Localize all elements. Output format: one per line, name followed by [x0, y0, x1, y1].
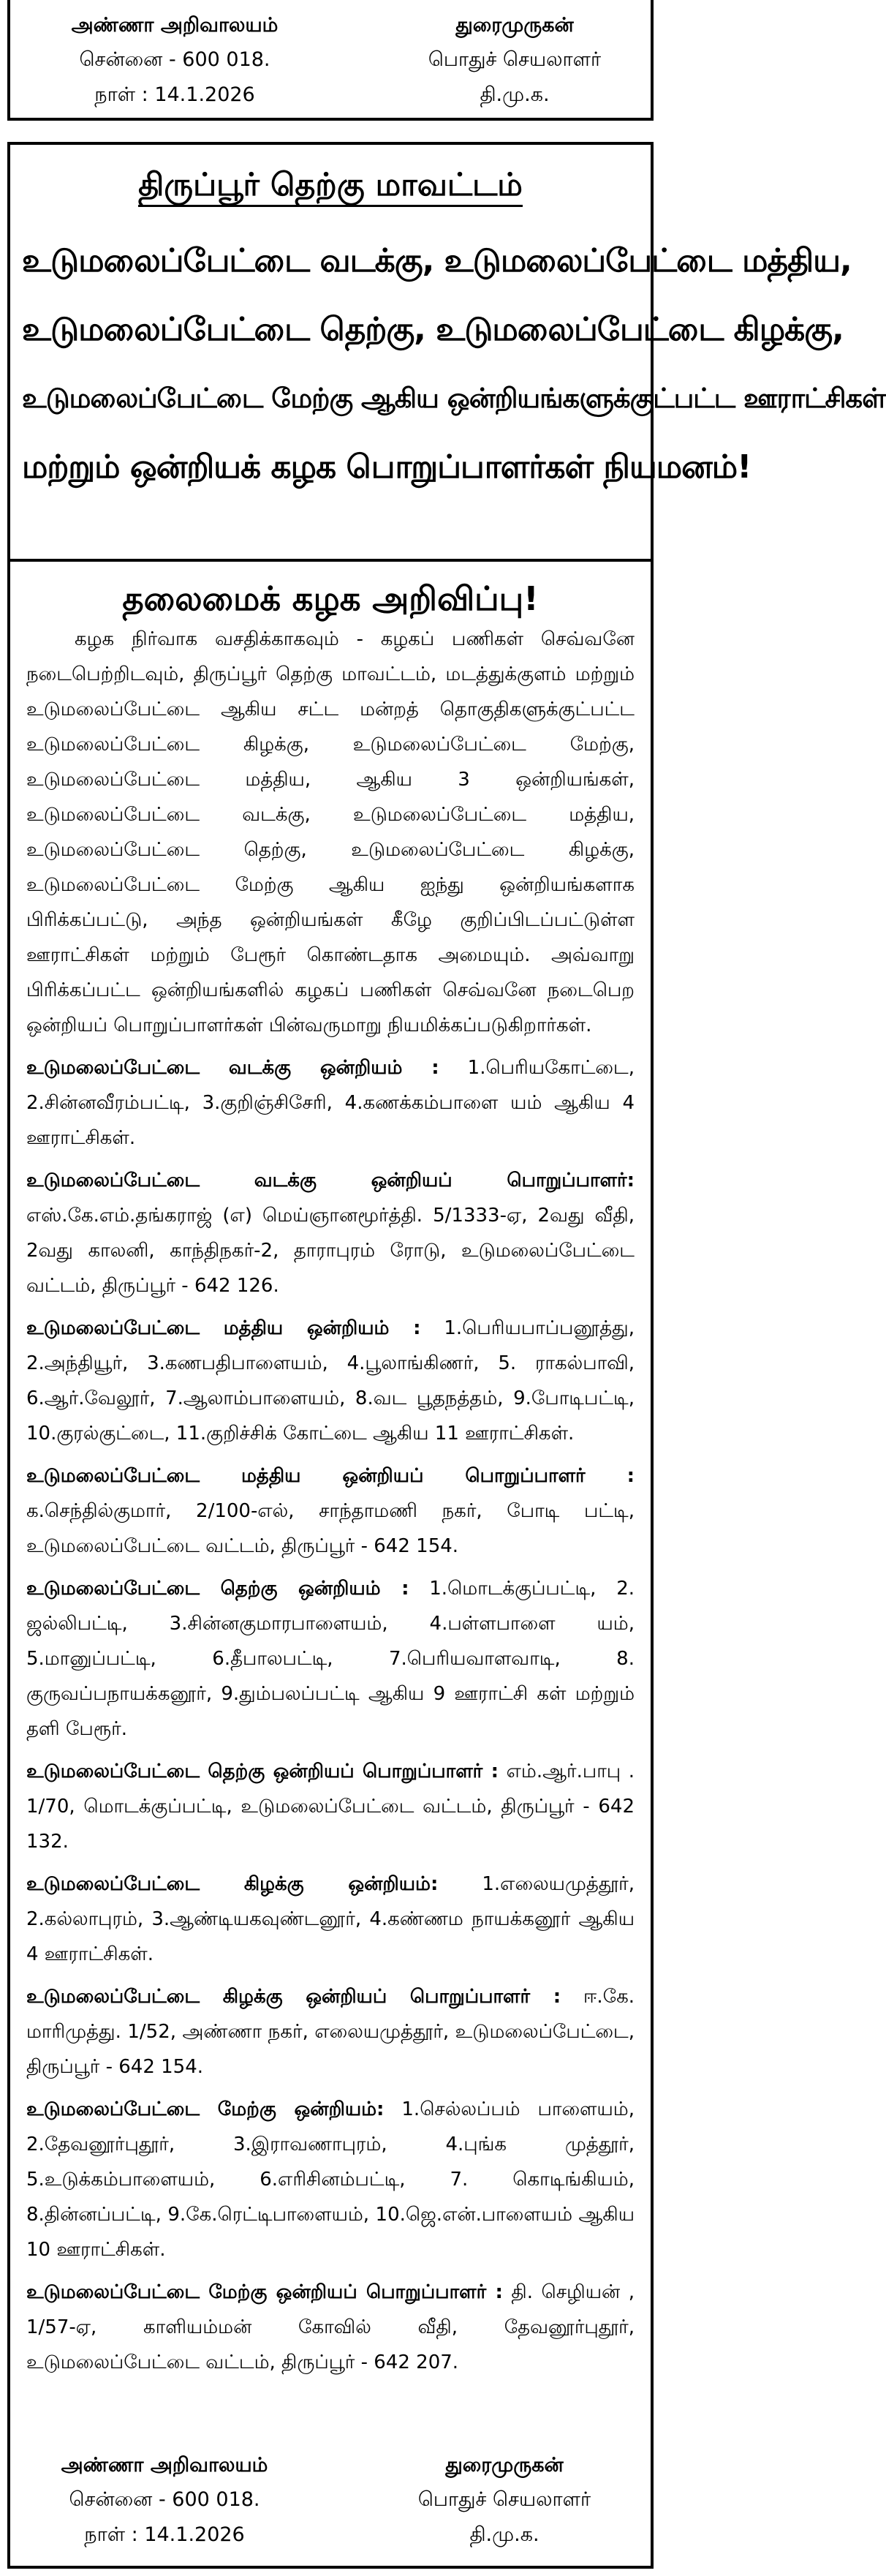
- top-header-box: [7, 0, 654, 121]
- section-paragraph: [26, 1311, 635, 1451]
- section-paragraph: [26, 1050, 635, 1156]
- intro-paragraph: கழக நிர்வாக வசதிக்காகவும் - கழகப் பணிகள் செவ்வனே நடைபெற்றிடவும், திருப்பூர் தெற்கு மாவட்டம், மடத்துக்குளம் மற்றும் உடுமலைப்பேட்டை ஆகிய சட்ட மன்றத் தொகுதிகளுக்குட்பட்ட உடுமலைப்பேட்டை கிழக்கு, உடுமலைப்பேட்டை மேற்கு, உடுமலைப்பேட்டை மத்திய, ஆகிய 3 ஒன்றியங்கள், உடுமலைப்பேட்டை வடக்கு, உடுமலைப்பேட்டை மத்திய, உடுமலைப்பேட்டை தெற்கு, உடுமலைப்பேட்டை கிழக்கு, உடுமலைப்பேட்டை மேற்கு ஆகிய ஐந்து ஒன்றியங்களாக பிரிக்கப்பட்டு, அந்த ஒன்றியங்கள் கீழே குறிப்பிடப்பட்டுள்ள ஊராட்சிகள் மற்றும் பேரூர் கொண்டதாக அமையும். அவ்வாறு பிரிக்கப்பட்ட ஒன்றியங்களில் கழகப் பணிகள் செவ்வனே நடைபெற ஒன்றியப் பொறுப்பாளர்கள் பின்வருமாறு நியமிக்கப்படுகிறார்கள்.: [26, 628, 635, 1036]
- headline-line: உடுமலைப்பேட்டை தெற்கு, உடுமலைப்பேட்டை கிழக்கு,: [22, 311, 844, 348]
- header-date: நாள் : 14.1.2026: [94, 83, 255, 106]
- notice-body: [26, 622, 635, 2380]
- section-paragraph: [26, 1979, 635, 2084]
- header-party-name: தி.மு.க.: [480, 83, 550, 106]
- header-signatory-block: [398, 9, 632, 113]
- headline: [22, 227, 886, 502]
- section-label: உடுமலைப்பேட்டை மத்திய ஒன்றியம் :: [26, 1317, 421, 1339]
- district-title: திருப்பூர் தெற்கு மாவட்டம்: [10, 167, 651, 207]
- footer-signature: [0, 2446, 646, 2570]
- section-text: எஸ்.கே.எம்.தங்கராஜ் (எ) மெய்ஞானமூர்த்தி. 5/1333-ஏ, 2வது வீதி, 2வது காலனி, காந்திநகர்-2, தாராபுரம் ரோடு, உடுமலைப்பேட்டை வட்டம், திருப்பூர் - 642 126.: [26, 1205, 635, 1297]
- header-signatory-title: பொதுச் செயலாளர்: [428, 48, 602, 71]
- section-text: 1.எலையமுத்தூர், 2.கல்லாபுரம், 3.ஆண்டியகவுண்டனூர், 4.கண்ணம நாயக்கனூர் ஆகிய 4 ஊராட்சிகள்.: [26, 1873, 635, 1965]
- section-paragraph: [26, 1458, 635, 1564]
- footer-office-city: சென்னை - 600 018.: [69, 2488, 260, 2511]
- section-text: 1.பெரியகோட்டை, 2.சின்னவீரம்பட்டி, 3.குறிஞ்சிசேரி, 4.கணக்கம்பாளை யம் ஆகிய 4 ஊராட்சிகள்.: [26, 1057, 635, 1149]
- footer-signatory-title: பொதுச் செயலாளர்: [417, 2488, 591, 2511]
- headline-line: உடுமலைப்பேட்டை மேற்கு ஆகிய ஒன்றியங்களுக்குட்பட்ட ஊராட்சிகள்: [22, 383, 886, 414]
- header-office-name: அண்ணா அறிவாலயம்: [71, 14, 279, 37]
- section-label: உடுமலைப்பேட்டை மத்திய ஒன்றியப் பொறுப்பாளர் :: [26, 1465, 635, 1487]
- section-text: ஈ.கே. மாரிமுத்து. 1/52, அண்ணா நகர், எலையமுத்தூர், உடுமலைப்பேட்டை, திருப்பூர் - 642 154.: [26, 1986, 635, 2078]
- footer-party-name: தி.மு.க.: [469, 2523, 539, 2546]
- header-signatory-name: துரைமுருகன்: [455, 14, 574, 37]
- section-text: 1.செல்லப்பம் பாளையம், 2.தேவனூர்புதூர், 3.இராவணாபுரம், 4.புங்க முத்தூர், 5.உடுக்கம்பாளையம், 6.எரிசினம்பட்டி, 7. கொடிங்கியம், 8.தின்னப்பட்டி, 9.கே.ரெட்டிபாளையம், 10.ஜெ.என்.பாளையம் ஆகிய 10 ஊராட்சிகள்.: [26, 2098, 635, 2261]
- section-paragraph: [26, 1754, 635, 1859]
- headline-line: மற்றும் ஒன்றியக் கழக பொறுப்பாளர்கள் நியமனம்!: [22, 448, 751, 486]
- footer-signatory-name: துரைமுருகன்: [445, 2454, 564, 2477]
- section-paragraph: [26, 1163, 635, 1303]
- footer-office-block: [44, 2449, 285, 2553]
- headline-line: உடுமலைப்பேட்டை வடக்கு, உடுமலைப்பேட்டை மத்திய,: [22, 242, 852, 279]
- header-office-block: [54, 9, 295, 113]
- section-paragraph: [26, 1867, 635, 1972]
- footer-signatory-block: [387, 2449, 621, 2553]
- notice-title: தலைமைக் கழக அறிவிப்பு!: [122, 579, 539, 618]
- footer-office-name: அண்ணா அறிவாலயம்: [61, 2454, 268, 2477]
- section-text: 1.பெரியபாப்பனூத்து, 2.அந்தியூர், 3.கணபதிபாளையம், 4.பூலாங்கிணர், 5. ராகல்பாவி, 6.ஆர்.வேலூர், 7.ஆலாம்பாளையம், 8.வட பூதநத்தம், 9.போடிபட்டி, 10.குரல்குட்டை, 11.குறிச்சிக் கோட்டை ஆகிய 11 ஊராட்சிகள்.: [26, 1317, 635, 1445]
- section-label: உடுமலைப்பேட்டை கிழக்கு ஒன்றியம்:: [26, 1873, 439, 1895]
- section-label: உடுமலைப்பேட்டை வடக்கு ஒன்றியப் பொறுப்பாளர்:: [26, 1170, 635, 1191]
- header-office-city: சென்னை - 600 018.: [79, 48, 270, 71]
- footer-date: நாள் : 14.1.2026: [84, 2523, 245, 2546]
- section-label: உடுமலைப்பேட்டை மேற்கு ஒன்றியப் பொறுப்பாளர் :: [26, 2281, 503, 2303]
- section-text: எம்.ஆர்.பாபு . 1/70, மொடக்குப்பட்டி, உடுமலைப்பேட்டை வட்டம், திருப்பூர் - 642 132.: [26, 1760, 635, 1853]
- section-paragraph: [26, 1571, 635, 1747]
- section-text: தி. செழியன் , 1/57-ஏ, காளியம்மன் கோவில் வீதி, தேவனூர்புதூர், உடுமலைப்பேட்டை வட்டம், திருப்பூர் - 642 207.: [26, 2281, 635, 2373]
- section-text: 1.மொடக்குப்பட்டி, 2. ஜல்லிபட்டி, 3.சின்னகுமாரபாளையம், 4.பள்ளபாளை யம், 5.மானுப்பட்டி, 6.தீபாலபட்டி, 7.பெரியவாளவாடி, 8. குருவப்பநாயக்கனூர், 9.தும்பலப்பட்டி ஆகிய 9 ஊராட்சி கள் மற்றும் தளி பேரூர்.: [26, 1578, 635, 1740]
- section-label: உடுமலைப்பேட்டை தெற்கு ஒன்றியப் பொறுப்பாளர் :: [26, 1760, 499, 1782]
- section-label: உடுமலைப்பேட்டை தெற்கு ஒன்றியம் :: [26, 1578, 409, 1600]
- section-label: உடுமலைப்பேட்டை மேற்கு ஒன்றியம்:: [26, 2098, 385, 2120]
- section-paragraph: [26, 2092, 635, 2267]
- section-text: க.செந்தில்குமார், 2/100-எல், சாந்தாமணி நகர், போடி பட்டி, உடுமலைப்பேட்டை வட்டம், திருப்பூர் - 642 154.: [26, 1500, 635, 1557]
- section-label: உடுமலைப்பேட்டை வடக்கு ஒன்றியம் :: [26, 1057, 439, 1079]
- divider: [10, 559, 651, 562]
- section-paragraph: [26, 2275, 635, 2380]
- notice-box: [7, 142, 886, 2569]
- section-label: உடுமலைப்பேட்டை கிழக்கு ஒன்றியப் பொறுப்பாளர் :: [26, 1986, 561, 2008]
